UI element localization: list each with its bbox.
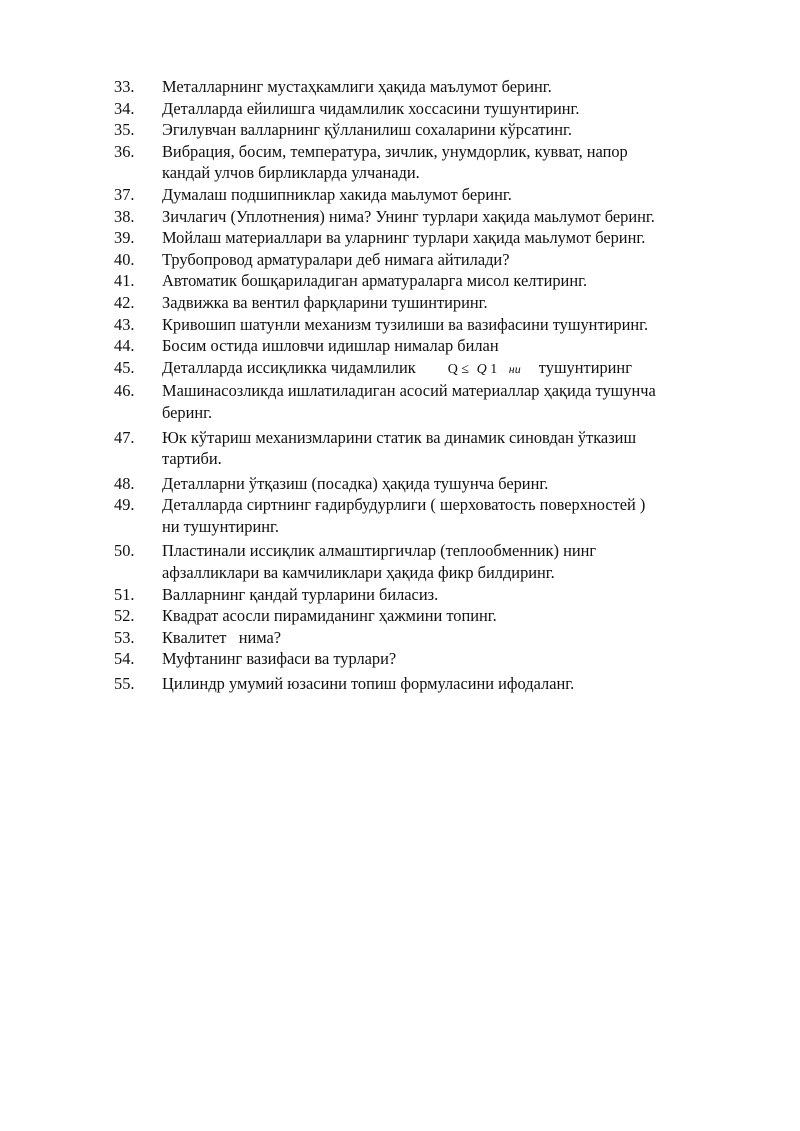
question-item bbox=[114, 227, 754, 249]
question-line: Вибрация, босим, температура, зичлик, унумдорлик, кувват, напор bbox=[162, 141, 628, 161]
question-text bbox=[162, 76, 754, 98]
question-item bbox=[114, 119, 754, 141]
question-item bbox=[114, 427, 754, 470]
question-number: 53. bbox=[114, 627, 135, 647]
question-number: 49. bbox=[114, 495, 135, 515]
question-text bbox=[162, 357, 754, 381]
question-text bbox=[162, 270, 754, 292]
question-item bbox=[114, 648, 754, 670]
question-line: Пластинали иссиқлик алмаштиргичлар (теплообменник) нинг bbox=[162, 541, 597, 561]
question-number: 41. bbox=[114, 271, 135, 291]
question-text bbox=[162, 141, 754, 184]
question-line: Эгилувчан валларнинг қўлланилиш сохаларини кўрсатинг. bbox=[162, 120, 572, 140]
question-text bbox=[162, 119, 754, 141]
question-number: 42. bbox=[114, 292, 135, 312]
question-item bbox=[114, 206, 754, 228]
question-line: беринг. bbox=[162, 402, 213, 422]
question-line: Трубопровод арматуралари деб нимага айтилади? bbox=[162, 249, 510, 269]
question-text bbox=[162, 227, 754, 249]
question-number: 45. bbox=[114, 357, 135, 377]
question-item bbox=[114, 335, 754, 357]
question-line: ни тушунтиринг. bbox=[162, 516, 280, 536]
question-line: Цилиндр умумий юзасини топиш формуласини ифодаланг. bbox=[162, 674, 575, 694]
question-text bbox=[162, 184, 754, 206]
question-item bbox=[114, 270, 754, 292]
question-line: Квалитет нима? bbox=[162, 627, 282, 647]
question-number: 51. bbox=[114, 584, 135, 604]
question-number: 43. bbox=[114, 314, 135, 334]
question-line: Думалаш подшипниклар хакида маьлумот беринг. bbox=[162, 184, 512, 204]
question-item bbox=[114, 673, 754, 695]
question-text bbox=[162, 540, 754, 583]
question-line bbox=[162, 357, 754, 381]
question-text bbox=[162, 605, 754, 627]
heat-resistance-formula bbox=[448, 359, 521, 381]
question-number: 44. bbox=[114, 336, 135, 356]
question-text bbox=[162, 380, 754, 423]
question-text bbox=[162, 427, 754, 470]
formula-operator: ≤ bbox=[461, 361, 470, 377]
question-number: 54. bbox=[114, 649, 135, 669]
question-item-45 bbox=[114, 357, 754, 381]
question-text bbox=[162, 98, 754, 120]
question-item bbox=[114, 76, 754, 98]
question-item bbox=[114, 494, 754, 537]
question-number: 48. bbox=[114, 473, 135, 493]
question-number: 33. bbox=[114, 77, 135, 96]
question-text-before-formula: Деталларда иссиқликка чидамлилик bbox=[162, 357, 416, 377]
question-line: Деталларда сиртнинг ғадирбудурлиги ( шерховатость поверхностей ) bbox=[162, 495, 646, 515]
question-item bbox=[114, 605, 754, 627]
question-number: 46. bbox=[114, 381, 135, 401]
question-text bbox=[162, 627, 754, 649]
question-text bbox=[162, 648, 754, 670]
question-line: Кривошип шатунли механизм тузилиши ва вазифасини тушунтиринг. bbox=[162, 314, 649, 334]
question-number: 39. bbox=[114, 228, 135, 248]
question-line: Валларнинг қандай турларини биласиз. bbox=[162, 584, 439, 604]
question-line: Мойлаш материаллари ва уларнинг турлари хақида маьлумот беринг. bbox=[162, 228, 646, 248]
question-item bbox=[114, 584, 754, 606]
question-number: 50. bbox=[114, 541, 135, 561]
question-line: Деталларда ейилишга чидамлилик хоссасини тушунтиринг. bbox=[162, 98, 580, 118]
question-number: 40. bbox=[114, 249, 135, 269]
question-text bbox=[162, 314, 754, 336]
question-text bbox=[162, 292, 754, 314]
question-line: Босим остида ишловчи идишлар нималар билан bbox=[162, 336, 499, 356]
question-line: Автоматик бошқариладиган арматураларга мисол келтиринг. bbox=[162, 271, 588, 291]
question-line: кандай улчов бирликларда улчанади. bbox=[162, 163, 420, 183]
formula-suffix: ни bbox=[508, 361, 521, 376]
question-text bbox=[162, 206, 754, 228]
question-item bbox=[114, 540, 754, 583]
question-item bbox=[114, 292, 754, 314]
question-text bbox=[162, 335, 754, 357]
question-line: Квадрат асосли пирамиданинг ҳажмини топинг. bbox=[162, 606, 497, 626]
question-text-after-formula: тушунтиринг bbox=[538, 357, 632, 377]
formula-q-italic: Q bbox=[476, 361, 487, 377]
question-number: 37. bbox=[114, 184, 135, 204]
question-line: Машинасозликда ишлатиладиган асосий материаллар ҳақида тушунча bbox=[162, 381, 656, 401]
question-text bbox=[162, 673, 754, 695]
question-line: Деталларни ўтқазиш (посадка) ҳақида тушунча беринг. bbox=[162, 473, 549, 493]
question-list bbox=[114, 76, 754, 695]
question-item bbox=[114, 249, 754, 271]
question-item bbox=[114, 380, 754, 423]
question-item bbox=[114, 314, 754, 336]
question-line: Юк кўтариш механизмларини статик ва динамик синовдан ўтказиш bbox=[162, 427, 637, 447]
question-text bbox=[162, 584, 754, 606]
formula-one: 1 bbox=[490, 361, 498, 377]
question-number: 36. bbox=[114, 141, 135, 161]
question-line: Муфтанинг вазифаси ва турлари? bbox=[162, 649, 397, 669]
question-line: Металларнинг мустаҳкамлиги ҳақида маълумот беринг. bbox=[162, 77, 552, 96]
question-number: 47. bbox=[114, 427, 135, 447]
question-number: 38. bbox=[114, 206, 135, 226]
question-line: тартиби. bbox=[162, 449, 222, 469]
question-line: афзалликлари ва камчиликлари ҳақида фикр билдиринг. bbox=[162, 563, 555, 583]
question-line: Зичлагич (Уплотнения) нима? Унинг турлари хақида маьлумот беринг. bbox=[162, 206, 655, 226]
question-item bbox=[114, 141, 754, 184]
question-text bbox=[162, 494, 754, 537]
question-item bbox=[114, 627, 754, 649]
question-item bbox=[114, 98, 754, 120]
question-number: 34. bbox=[114, 98, 135, 118]
formula-q: Q bbox=[447, 361, 458, 377]
question-text bbox=[162, 473, 754, 495]
question-item bbox=[114, 184, 754, 206]
question-number: 55. bbox=[114, 674, 135, 694]
question-text bbox=[162, 249, 754, 271]
question-number: 52. bbox=[114, 606, 135, 626]
question-number: 35. bbox=[114, 120, 135, 140]
question-item bbox=[114, 473, 754, 495]
question-line: Задвижка ва вентил фарқларини тушинтиринг. bbox=[162, 292, 488, 312]
